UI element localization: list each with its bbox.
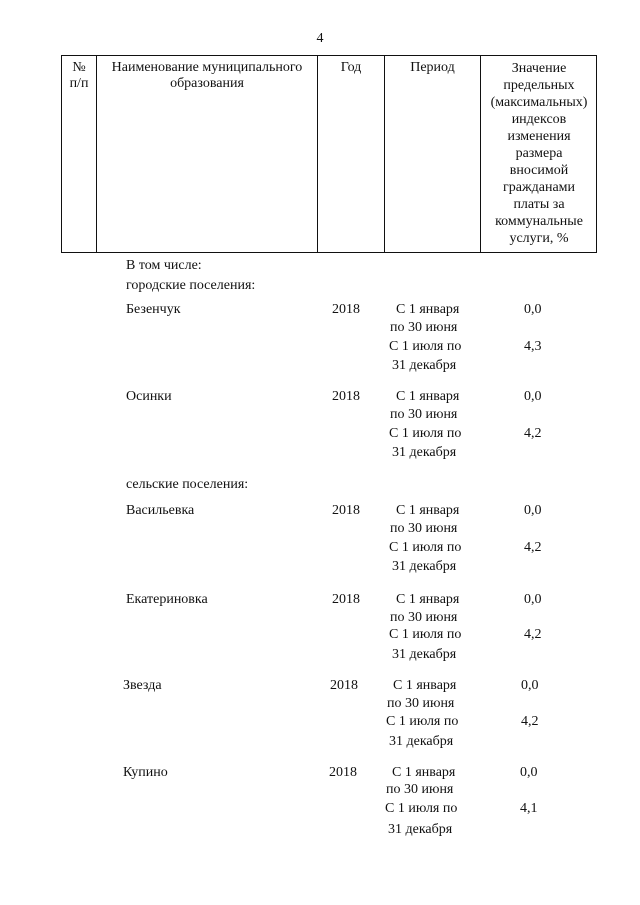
period-jul-dec-line2: 31 декабря bbox=[392, 647, 457, 662]
row-value-second-half: 4,3 bbox=[524, 339, 542, 354]
period-jan-jun-line2: по 30 июня bbox=[390, 320, 458, 335]
period-jul-dec-line1: С 1 июля по bbox=[389, 426, 462, 441]
period-jul-dec-line2: 31 декабря bbox=[392, 358, 457, 373]
row-year: 2018 bbox=[330, 678, 358, 693]
period-jan-jun-line2: по 30 июня bbox=[387, 696, 455, 711]
row-value-first-half: 0,0 bbox=[524, 389, 542, 404]
row-value-first-half: 0,0 bbox=[524, 302, 542, 317]
header-value bbox=[481, 60, 597, 247]
row-value-second-half: 4,2 bbox=[521, 714, 539, 729]
column-divider bbox=[317, 56, 318, 252]
header-value-line: изменения bbox=[507, 129, 571, 144]
row-name: Васильевка bbox=[126, 503, 195, 518]
section-rural-label: сельские поселения: bbox=[126, 477, 249, 492]
header-value-line: индексов bbox=[511, 112, 567, 127]
period-jan-jun-line2: по 30 июня bbox=[386, 782, 454, 797]
header-value-line: предельных bbox=[503, 78, 575, 93]
row-value-first-half: 0,0 bbox=[524, 592, 542, 607]
header-number-line1: № bbox=[72, 60, 86, 75]
row-name: Осинки bbox=[126, 389, 172, 404]
header-value-line: (максимальных) bbox=[490, 95, 588, 110]
table-header bbox=[61, 55, 597, 253]
header-name-line2: образования bbox=[170, 76, 244, 91]
row-value-second-half: 4,1 bbox=[520, 801, 538, 816]
header-number-line2: п/п bbox=[69, 76, 89, 91]
page-number: 4 bbox=[316, 31, 324, 46]
header-value-line: Значение bbox=[511, 61, 567, 76]
header-value-line: услуги, % bbox=[509, 231, 569, 246]
header-period: Период bbox=[410, 60, 455, 75]
period-jul-dec-line1: С 1 июля по bbox=[389, 339, 462, 354]
header-value-line: коммунальные bbox=[495, 214, 583, 229]
row-year: 2018 bbox=[332, 592, 360, 607]
header-value-line: вносимой bbox=[509, 163, 569, 178]
column-divider bbox=[384, 56, 385, 252]
row-value-first-half: 0,0 bbox=[520, 765, 538, 780]
header-number bbox=[62, 60, 96, 92]
period-jul-dec-line2: 31 декабря bbox=[392, 445, 457, 460]
period-jan-jun-line1: С 1 января bbox=[396, 302, 460, 317]
period-jan-jun-line1: С 1 января bbox=[396, 592, 460, 607]
row-value-second-half: 4,2 bbox=[524, 627, 542, 642]
period-jul-dec-line1: С 1 июля по bbox=[385, 801, 458, 816]
period-jan-jun-line1: С 1 января bbox=[396, 503, 460, 518]
row-name: Звезда bbox=[123, 678, 162, 693]
header-year: Год bbox=[340, 60, 362, 75]
period-jul-dec-line2: 31 декабря bbox=[388, 822, 453, 837]
period-jan-jun-line2: по 30 июня bbox=[390, 610, 458, 625]
period-jan-jun-line2: по 30 июня bbox=[390, 521, 458, 536]
period-jul-dec-line2: 31 декабря bbox=[392, 559, 457, 574]
header-name bbox=[97, 60, 317, 92]
header-value-line: размера bbox=[515, 146, 563, 161]
row-year: 2018 bbox=[332, 302, 360, 317]
period-jul-dec-line1: С 1 июля по bbox=[389, 627, 462, 642]
row-name: Купино bbox=[123, 765, 168, 780]
period-jan-jun-line1: С 1 января bbox=[396, 389, 460, 404]
section-intro: В том числе: bbox=[126, 258, 202, 273]
row-year: 2018 bbox=[332, 503, 360, 518]
period-jul-dec-line2: 31 декабря bbox=[389, 734, 454, 749]
row-year: 2018 bbox=[332, 389, 360, 404]
period-jan-jun-line1: С 1 января bbox=[392, 765, 456, 780]
header-name-line1: Наименование муниципального bbox=[111, 60, 303, 75]
period-jan-jun-line2: по 30 июня bbox=[390, 407, 458, 422]
row-value-second-half: 4,2 bbox=[524, 540, 542, 555]
row-name: Безенчук bbox=[126, 302, 181, 317]
row-value-second-half: 4,2 bbox=[524, 426, 542, 441]
header-value-line: гражданами bbox=[502, 180, 576, 195]
row-name: Екатериновка bbox=[126, 592, 208, 607]
row-value-first-half: 0,0 bbox=[524, 503, 542, 518]
header-value-line: платы за bbox=[513, 197, 565, 212]
section-urban-label: городские поселения: bbox=[126, 278, 256, 293]
period-jan-jun-line1: С 1 января bbox=[393, 678, 457, 693]
row-value-first-half: 0,0 bbox=[521, 678, 539, 693]
period-jul-dec-line1: С 1 июля по bbox=[386, 714, 459, 729]
row-year: 2018 bbox=[329, 765, 357, 780]
period-jul-dec-line1: С 1 июля по bbox=[389, 540, 462, 555]
